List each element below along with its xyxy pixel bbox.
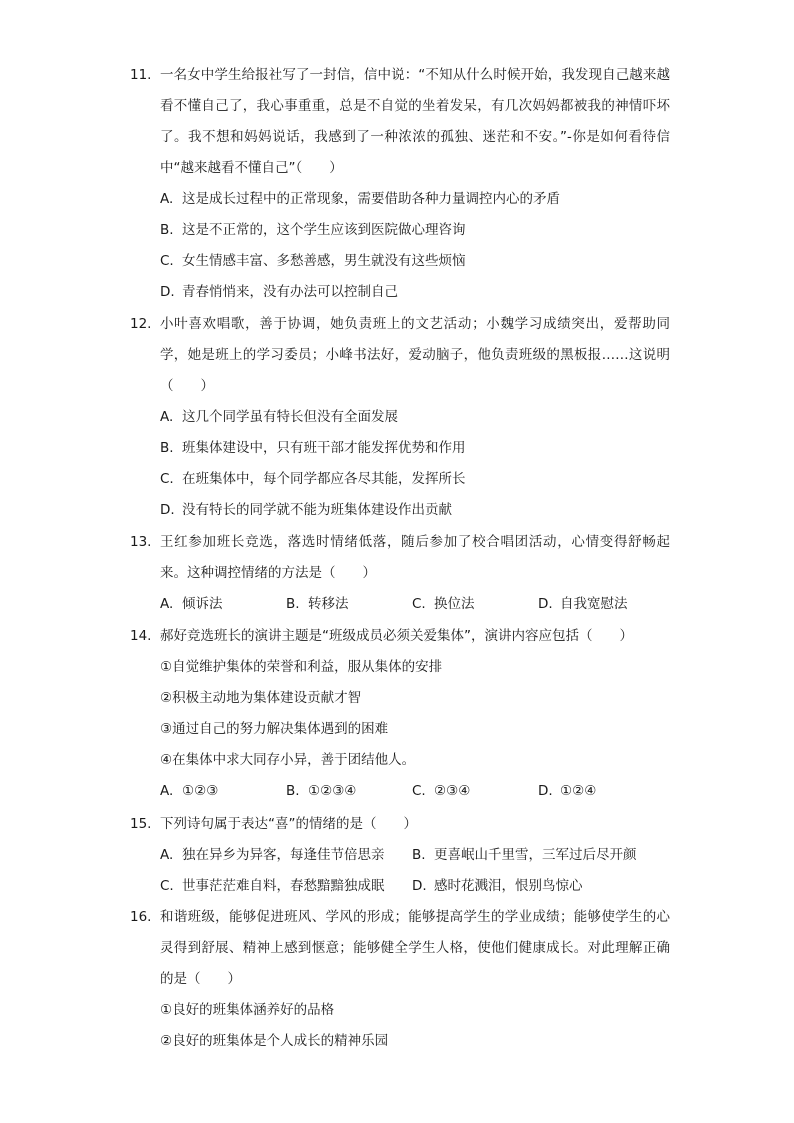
question-stem	[130, 309, 670, 402]
option-c	[412, 589, 538, 620]
option-row	[160, 776, 670, 807]
option-letter: B.	[412, 847, 426, 863]
option-text: 转移法	[308, 596, 349, 612]
option-text: ①②③	[182, 783, 219, 799]
option-letter: A.	[160, 783, 174, 799]
option-letter: C.	[160, 471, 174, 487]
option-text: 没有特长的同学就不能为班集体建设作出贡献	[182, 502, 452, 518]
option-letter: C.	[412, 596, 426, 612]
option-text: 换位法	[434, 596, 475, 612]
option-letter: B.	[160, 440, 174, 456]
question-12	[130, 309, 670, 526]
question-text: 小叶喜欢唱歌，善于协调，她负责班上的文艺活动；小魏学习成绩突出，爱帮助同学，她是班上的学习委员；小峰书法好，爱动脑子，他负责班级的黑板报……这说明（ ）	[160, 316, 670, 394]
option-text: 更喜岷山千里雪，三军过后尽开颜	[434, 847, 637, 863]
option-a	[160, 776, 286, 807]
question-stem	[130, 621, 670, 652]
option-row	[160, 871, 670, 902]
question-number: 12.	[130, 316, 152, 332]
question-text: 王红参加班长竞选，落选时情绪低落，随后参加了校合唱团活动，心情变得舒畅起来。这种调控情绪的方法是（ ）	[160, 534, 670, 581]
option-b	[286, 589, 412, 620]
option-c	[412, 776, 538, 807]
option-letter: A.	[160, 191, 174, 207]
question-15	[130, 809, 670, 902]
option-text: 独在异乡为异客，每逢佳节倍思亲	[182, 847, 385, 863]
option-text: ①②④	[560, 783, 597, 799]
option-row	[160, 589, 670, 620]
question-stem	[130, 527, 670, 589]
question-number: 16.	[130, 909, 152, 925]
statement-item: ②良好的班集体是个人成长的精神乐园	[160, 1033, 389, 1049]
option-a	[160, 840, 412, 871]
option-letter: B.	[286, 596, 300, 612]
question-text: 下列诗句属于表达“喜”的情绪的是（ ）	[160, 816, 417, 832]
option-b	[160, 215, 670, 246]
option-a	[160, 589, 286, 620]
question-16	[130, 902, 670, 1057]
option-text: 倾诉法	[182, 596, 223, 612]
option-text: 班集体建设中，只有班干部才能发挥优势和作用	[182, 440, 466, 456]
option-letter: D.	[412, 878, 427, 894]
option-c	[160, 871, 412, 902]
question-number: 13.	[130, 534, 152, 550]
statement-item: ①良好的班集体涵养好的品格	[160, 1002, 335, 1018]
statement-item: ②积极主动地为集体建设贡献才智	[160, 690, 362, 706]
option-letter: A.	[160, 847, 174, 863]
option-letter: C.	[160, 253, 174, 269]
statement-item: ④在集体中求大同存小异，善于团结他人。	[160, 752, 416, 768]
question-text: 郝好竞选班长的演讲主题是“班级成员必须关爱集体”，演讲内容应包括（ ）	[160, 628, 633, 644]
option-letter: A.	[160, 596, 174, 612]
question-stem	[130, 902, 670, 995]
option-c	[160, 246, 670, 277]
option-d	[538, 589, 664, 620]
question-11	[130, 60, 670, 308]
option-letter: D.	[538, 596, 553, 612]
option-text: ①②③④	[308, 783, 357, 799]
question-number: 11.	[130, 67, 152, 83]
question-number: 15.	[130, 816, 152, 832]
question-number: 14.	[130, 628, 152, 644]
option-letter: B.	[286, 783, 300, 799]
question-text: 一名女中学生给报社写了一封信，信中说：“不知从什么时候开始，我发现自己越来越看不懂自己了，我心事重重，总是不自觉的坐着发呆，有几次妈妈都被我的神情吓坏了。我不想和妈妈说话，我感到了一种浓浓的孤独、迷茫和不安。”-你是如何看待信中“越来越看不懂自己”（ ）	[160, 67, 670, 176]
option-text: 感时花溅泪，恨别鸟惊心	[434, 878, 583, 894]
option-text: 在班集体中，每个同学都应各尽其能，发挥所长	[182, 471, 466, 487]
option-a	[160, 402, 670, 433]
option-d	[412, 871, 664, 902]
option-d	[160, 277, 670, 308]
option-b	[286, 776, 412, 807]
option-text: 女生情感丰富、多愁善感，男生就没有这些烦恼	[182, 253, 466, 269]
option-d	[160, 495, 670, 526]
option-text: 青春悄悄来，没有办法可以控制自己	[182, 284, 398, 300]
option-c	[160, 464, 670, 495]
option-letter: C.	[160, 878, 174, 894]
option-row	[160, 840, 670, 871]
option-a	[160, 184, 670, 215]
option-letter: A.	[160, 409, 174, 425]
option-text: 世事茫茫难自料，春愁黯黯独成眠	[182, 878, 385, 894]
question-13	[130, 527, 670, 620]
option-letter: D.	[160, 502, 175, 518]
option-letter: C.	[412, 783, 426, 799]
option-letter: D.	[538, 783, 553, 799]
statement-item: ①自觉维护集体的荣誉和利益，服从集体的安排	[160, 659, 443, 675]
option-b	[412, 840, 664, 871]
option-letter: B.	[160, 222, 174, 238]
statement-item: ③通过自己的努力解决集体遇到的困难	[160, 721, 389, 737]
question-14	[130, 621, 670, 807]
option-text: 这是成长过程中的正常现象，需要借助各种力量调控内心的矛盾	[182, 191, 560, 207]
option-b	[160, 433, 670, 464]
option-text: 自我宽慰法	[560, 596, 628, 612]
option-d	[538, 776, 664, 807]
question-text: 和谐班级，能够促进班风、学风的形成；能够提高学生的学业成绩；能够使学生的心灵得到舒展、精神上感到惬意；能够健全学生人格，使他们健康成长。对此理解正确的是（ ）	[160, 909, 670, 987]
option-text: 这是不正常的，这个学生应该到医院做心理咨询	[182, 222, 466, 238]
option-text: 这几个同学虽有特长但没有全面发展	[182, 409, 398, 425]
option-letter: D.	[160, 284, 175, 300]
question-stem	[130, 809, 670, 840]
option-text: ②③④	[434, 783, 471, 799]
question-stem	[130, 60, 670, 184]
